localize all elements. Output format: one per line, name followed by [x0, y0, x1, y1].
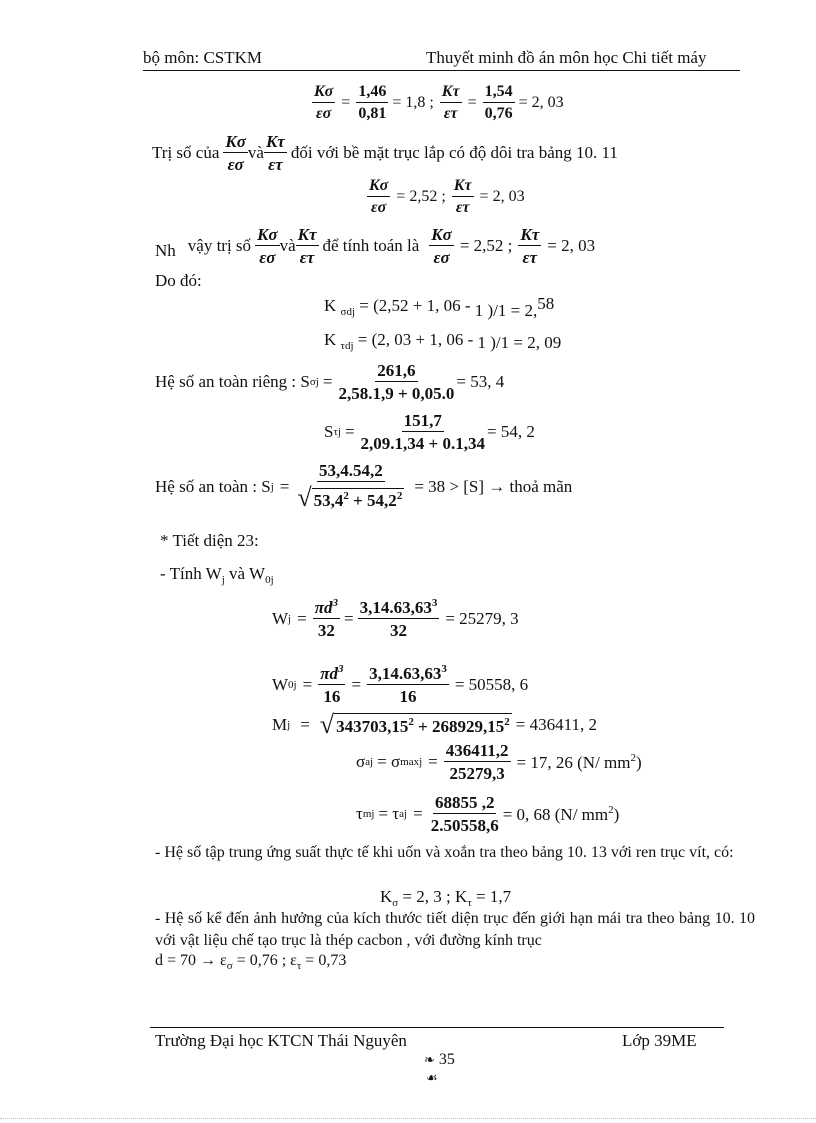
- fraction: $\frac{151,7}{2,09.1,34 + 0.1,34}$: [360, 411, 485, 453]
- header-left: bộ môn: CSTKM: [143, 48, 263, 67]
- fraction: $\frac{K\tau}{\varepsilon\tau}$: [441, 83, 460, 122]
- footer-rule: [150, 1027, 724, 1028]
- fraction: $\frac{K\tau}{\varepsilon\tau}$: [453, 177, 472, 216]
- equation-sigma-aj: σ aj = σ maxj = $\frac{436411,2}{25279,3}$ = 17, 26 (N/ $mm^2$): [356, 741, 642, 783]
- equation-mj: M j = √ $343703,15^2 + 268929,15^2$ = 436411, 2: [272, 710, 597, 739]
- page-number: ❧ 35: [424, 1051, 455, 1068]
- equation-ktau-dj: K $_{\tau dj}$ = (2, 03 + 1, 06 - 1 )/1 = 2, 09: [324, 330, 562, 352]
- fraction: $\frac{436411,2}{25279,3}$: [445, 741, 509, 783]
- text-tinh-w: - Tính $W_j$ và $W_{0j}$: [160, 564, 274, 586]
- paragraph-size-factor: - Hệ số kể đến ảnh hưởng của kích thước tiết diện trục đến giới hạn mái tra theo bảng 10. 10 với vật liệu chế tạo trục là thép cacbon , với đường kính trục: [155, 910, 755, 949]
- equation-wj: W j = $\frac{\pi d^3}{32}$ = $\frac{3,14.63,63^3}{32}$ = 25279, 3: [272, 597, 519, 640]
- equation-tau-mj: τ mj = τ aj = $\frac{68855 ,2}{2.50558,6}$ = 0, 68 (N/ $mm^2$): [356, 793, 620, 835]
- fraction: $\frac{K\sigma}{\varepsilon\sigma}$: [314, 83, 334, 122]
- fraction: $\frac{\pi d^3}{32}$: [314, 597, 338, 640]
- text-do-do: Do đó:: [155, 271, 202, 290]
- fraction: $\frac{K\sigma}{\varepsilon\sigma}$: [257, 225, 278, 267]
- text-line-conclusion: Nh vậy trị số $\frac{K\sigma}{\varepsilon\sigma}$ và $\frac{K\tau}{\varepsilon\tau}$ để tính toán là $\frac{K\sigma}{\varepsilon\sigma}$ = 2,52 ; $\frac{K\tau}{\varepsilon\tau}$ = 2, 03: [155, 225, 596, 267]
- fraction: $\frac{1,54}{0,76}$: [484, 83, 513, 122]
- square-root: √ $343703,15^2 + 268929,15^2$: [319, 710, 510, 739]
- footer-left: Trường Đại học KTCN Thái Nguyên: [155, 1031, 407, 1050]
- fraction: $\frac{K\tau}{\varepsilon\tau}$: [265, 132, 285, 174]
- fraction: $\frac{3,14.63,63^3}{16}$: [369, 663, 447, 706]
- square-root: √ $53,4^2 + 54,2^2$: [297, 483, 403, 512]
- paragraph-stress-concentration: - Hệ số tập trung ứng suất thực tế khi uốn và xoắn tra theo bảng 10. 13 với ren trục vít, có:: [155, 844, 734, 861]
- equation-epsilon: $d = 70 \to \varepsilon_\sigma = 0,76$ ; $\varepsilon_\tau = 0,73$: [155, 952, 347, 972]
- equation-s-j: Hệ số an toàn : S j = 53,4.54,2 √ $53,4^2 + 54,2^2$ = 38 > [S] → thoả mãn: [155, 461, 573, 512]
- text-line-triso: Trị số của $\frac{K\sigma}{\varepsilon\sigma}$ và $\frac{K\tau}{\varepsilon\tau}$ đối với bề mặt trục lắp có độ dôi tra bảng 10. 11: [152, 132, 618, 174]
- equation-k-sigma-tau: $K_\sigma = 2$, 3 ; $K_\tau = 1,7$: [380, 887, 512, 909]
- fraction: $\frac{K\sigma}{\varepsilon\sigma}$: [431, 225, 452, 267]
- section-heading-23: * Tiết diện 23:: [160, 531, 259, 550]
- fraction: $\frac{K\sigma}{\varepsilon\sigma}$: [369, 177, 389, 216]
- equation-s-tau-j: S τj = $\frac{151,7}{2,09.1,34 + 0.1,34}$ = 54, 2: [324, 411, 535, 453]
- fraction: $\frac{261,6}{2,58.1,9 + 0,05.0}$: [338, 361, 455, 403]
- fraction: $\frac{68855 ,2}{2.50558,6}$: [430, 793, 499, 835]
- fraction: $\frac{3,14.63,63^3}{32}$: [359, 597, 438, 640]
- footer-right: Lớp 39ME: [622, 1031, 697, 1050]
- fraction: $\frac{\pi d^3}{16}$: [320, 663, 344, 706]
- header-right: Thuyết minh đồ án môn học Chi tiết máy: [426, 48, 707, 67]
- fraction: $\frac{K\sigma}{\varepsilon\sigma}$: [225, 132, 246, 174]
- fraction: 53,4.54,2 √ $53,4^2 + 54,2^2$: [297, 461, 403, 512]
- page-edge: [0, 1118, 816, 1119]
- fraction: $\frac{1,46}{0,81}$: [358, 83, 387, 122]
- equation-w0j: W 0j = $\frac{\pi d^3}{16}$ = $\frac{3,14.63,63^3}{16}$ = 50558, 6: [272, 663, 529, 706]
- ornament-icon: ☙: [426, 1070, 438, 1085]
- equation-ratio-values: $\frac{K\sigma}{\varepsilon\sigma}$ = $\frac{1,46}{0,81}$ = 1,8 ; $\frac{K\tau}{\varepsilon\tau}$ = $\frac{1,54}{0,76}$ = 2, 03: [314, 83, 564, 122]
- fraction: $\frac{K\tau}{\varepsilon\tau}$: [297, 225, 317, 267]
- ornament-icon: ❧: [424, 1052, 435, 1067]
- equation-ratio-table: $\frac{K\sigma}{\varepsilon\sigma}$ = 2,52 ; $\frac{K\tau}{\varepsilon\tau}$ = 2, 03: [369, 177, 525, 216]
- equation-ksigma-dj: K $_{\sigma dj}$ = (2,52 + 1, 06 - 1 )/1 = 2,58: [324, 294, 555, 320]
- equation-s-sigma-j: Hệ số an toàn riêng : S σj = $\frac{261,6}{2,58.1,9 + 0,05.0}$ = 53, 4: [155, 361, 505, 403]
- fraction: $\frac{K\tau}{\varepsilon\tau}$: [520, 225, 540, 267]
- header-rule: [143, 70, 740, 71]
